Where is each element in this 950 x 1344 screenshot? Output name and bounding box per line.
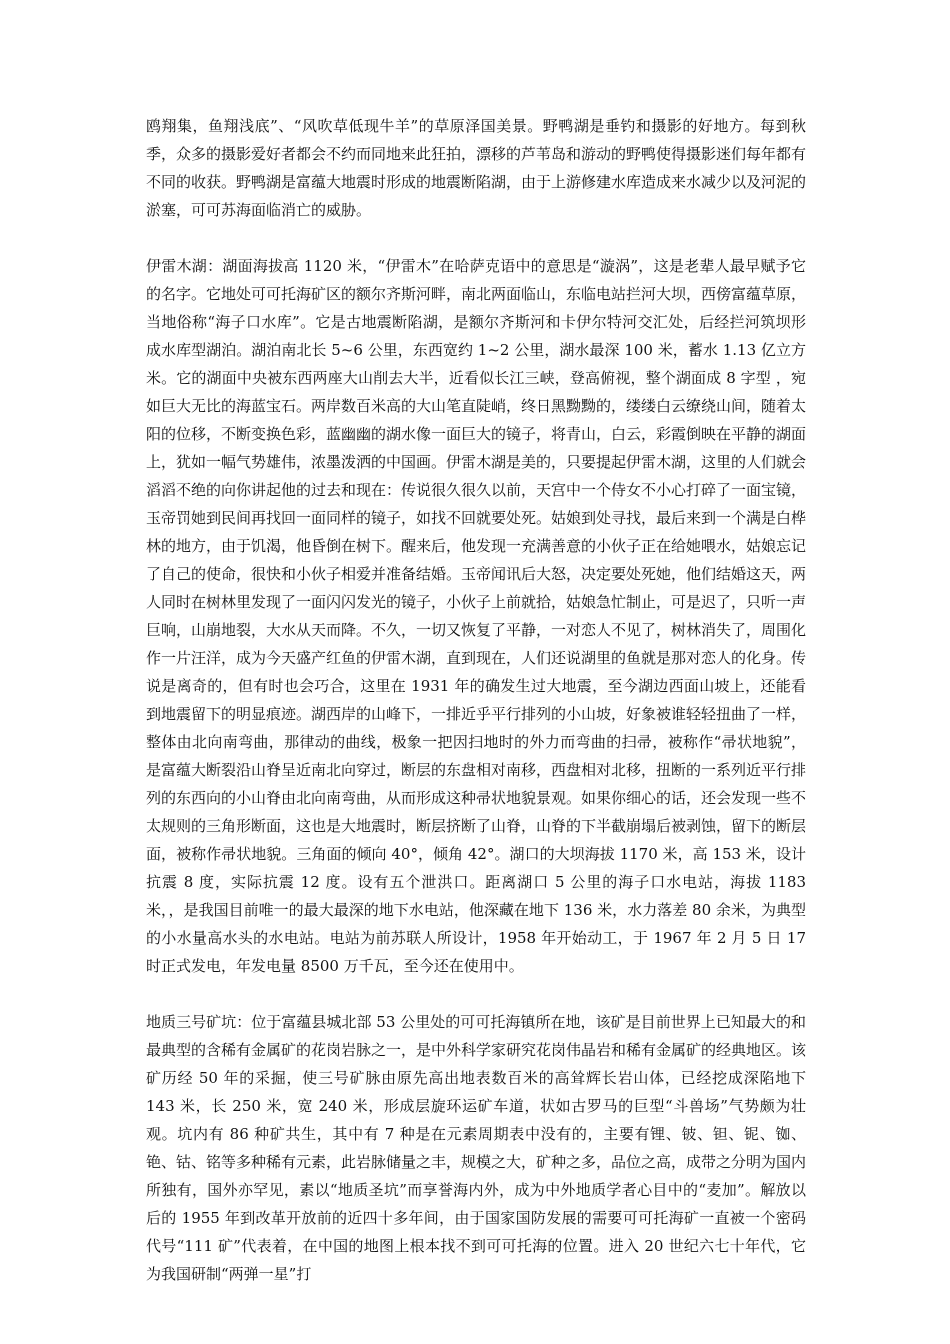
paragraph-yilemu-lake: 伊雷木湖：湖面海拔高 1120 米，“伊雷木”在哈萨克语中的意思是“漩涡”，这是老辈人最早赋予它的名字。它地处可可托海矿区的额尔齐斯河畔，南北两面临山，东临电站拦河大坝，西傍富蕴草原，当地俗称“海子口水库”。它是古地震断陷湖，是额尔齐斯河和卡伊尔特河交汇处，后经拦河筑坝形成水库型湖泊。湖泊南北长 5~6 公里，东西宽约 1~2 公里，湖水最深 100 米，蓄水 1.13 亿立方米。它的湖面中央被东西两座大山削去大半，近看似长江三峡，登高俯视，整个湖面成 8 字型 ，宛如巨大无比的海蓝宝石。两岸数百米高的大山笔直陡峭，终日黑黝黝的，缕缕白云缭绕山间，随着太阳的位移，不断变换色彩，蓝幽幽的湖水像一面巨大的镜子，将青山，白云，彩霞倒映在平静的湖面上，犹如一幅气势雄伟，浓墨泼洒的中国画。伊雷木湖是美的，只要提起伊雷木湖，这里的人们就会滔滔不绝的向你讲起他的过去和现在：传说很久很久以前，天宫中一个侍女不小心打碎了一面宝镜，玉帝罚她到民间再找回一面同样的镜子，如找不回就要处死。姑娘到处寻找，最后来到一个满是白桦林的地方，由于饥渴，他昏倒在树下。醒来后，他发现一充满善意的小伙子正在给她喂水，姑娘忘记了自己的使命，很快和小伙子相爱并准备结婚。玉帝闻讯后大怒，决定要处死她，他们结婚这天，两人同时在树林里发现了一面闪闪发光的镜子，小伙子上前就拾，姑娘急忙制止，可是迟了，只听一声巨响，山崩地裂，大水从天而降。不久，一切又恢复了平静，一对恋人不见了，树林消失了，周围化作一片汪洋，成为今天盛产红鱼的伊雷木湖，直到现在，人们还说湖里的鱼就是那对恋人的化身。传说是离奇的，但有时也会巧合，这里在 1931 年的确发生过大地震，至今湖边西面山坡上，还能看到地震留下的明显痕迹。湖西岸的山峰下，一排近乎平行排列的小山坡，好象被谁轻轻扭曲了一样，整体由北向南弯曲，那律动的曲线，极象一把因扫地时的外力而弯曲的扫帚，被称作“帚状地貌”，是富蕴大断裂沿山脊呈近南北向穿过，断层的东盘相对南移，西盘相对北移，扭断的一系列近平行排列的东西向的小山脊由北向南弯曲，从而形成这种帚状地貌景观。如果你细心的话，还会发现一些不太规则的三角形断面，这也是大地震时，断层挤断了山脊，山脊的下半截崩塌后被剥蚀，留下的断层面，被称作帚状地貌。三角面的倾向 40°，倾角 42°。湖口的大坝海拔 1170 米，高 153 米，设计抗震 8 度，实际抗震 12 度。设有五个泄洪口。距离湖口 5 公里的海子口水电站，海拔 1183 米，，是我国目前唯一的最大最深的地下水电站，他深藏在地下 136 米，水力落差 80 余米，为典型的小水量高水头的水电站。电站为前苏联人所设计，1958 年开始动工，于 1967 年 2 月 5 日 17 时正式发电，年发电量 8500 万千瓦，至今还在使用中。 — [146, 257, 807, 975]
paragraph-geology-pit-3: 地质三号矿坑：位于富蕴县城北部 53 公里处的可可托海镇所在地，该矿是目前世界上已知最大的和最典型的含稀有金属矿的花岗岩脉之一，是中外科学家研究花岗伟晶岩和稀有金属矿的经典地区。该矿历经 50 年的采掘，使三号矿脉由原先高出地表数百米的高耸辉长岩山体，已经挖成深陷地下 143 米，长 250 米，宽 240 米，形成层旋环运矿车道，状如古罗马的巨型“斗兽场”气势颇为壮观。坑内有 86 种矿共生，其中有 7 种是在元素周期表中没有的，主要有锂、铍、钽、铌、铷、铯、钴、铭等多种稀有元素，此岩脉储量之丰，规模之大，矿种之多，品位之高，成带之分明为国内所独有，国外亦罕见，素以“地质圣坑”而享誉海内外，成为中外地质学者心目中的“麦加”。解放以后的 1955 年到改革开放前的近四十多年间，由于国家国防发展的需要可可托海矿一直被一个密码代号“111 矿”代表着，在中国的地图上根本找不到可可托海的位置。进入 20 世纪六七十年代，它为我国研制“两弹一星”打 — [146, 1013, 807, 1283]
paragraph-wild-duck-lake: 鸥翔集，鱼翔浅底”、“风吹草低现牛羊”的草原泽国美景。野鸭湖是垂钓和摄影的好地方。每到秋季，众多的摄影爱好者都会不约而同地来此狂拍，漂移的芦苇岛和游动的野鸭使得摄影迷们每年都有不同的收获。野鸭湖是富蕴大地震时形成的地震断陷湖，由于上游修建水库造成来水减少以及河泥的淤塞，可可苏海面临消亡的威胁。 — [146, 117, 807, 219]
document-page — [146, 112, 806, 1288]
